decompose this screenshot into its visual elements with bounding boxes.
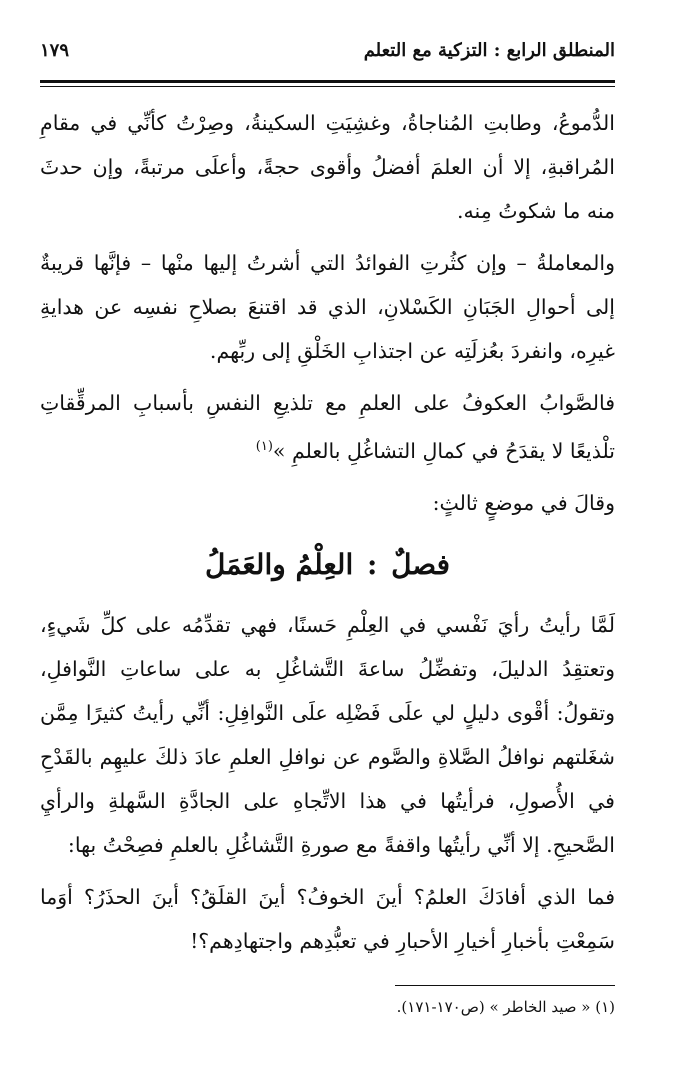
paragraph bbox=[40, 381, 615, 473]
section-label: فصلٌ bbox=[391, 547, 450, 581]
header-rule-thin bbox=[40, 86, 615, 87]
paragraph: الدُّموعُ، وطابتِ المُناجاةُ، وغشِيَتِ السكينةُ، وصِرْتُ كأنِّي في مقامِ المُراقبةِ، إلا أن العلمَ أفضلُ وأقوى حجةً، وأعلَى مرتبةً، وإن حدثَ منه ما شكوتُ مِنه. bbox=[40, 111, 615, 223]
page-number: ١٧٩ bbox=[40, 40, 70, 61]
section-heading bbox=[40, 543, 615, 587]
section-separator: : bbox=[366, 547, 378, 581]
chapter-title: المنطلق الرابع : التزكية مع التعلم bbox=[363, 40, 615, 61]
page bbox=[40, 40, 615, 1018]
paragraph: لَمَّا رأيتُ رأيَ نَفْسي في العِلْمِ حَسنًا، فهي تقدِّمُه على كلِّ شَيءٍ، وتعتقِدُ الدليلَ، وتفضِّلُ ساعةَ التَّشاغُلِ به على ساعاتِ النَّوافلِ، وتقولُ: أقْوى دليلٍ لي علَى فَضْلِه علَى النَّوافِلِ: أنِّي رأيتُ كثيرًا مِمَّن شغَلتهم نوافلُ الصَّلاةِ والصَّوم عن نوافلِ العلمِ عادَ ذلكَ عليهِم بالقَدْحِ في الأُصولِ، فرأيتُها في هذا الاتِّجاهِ على الجادَّةِ السَّهلةِ والرأيِ الصَّحيحِ. إلا أنِّي رأيتُها واقفةً مع صورةِ التَّشاغُلِ بالعلمِ فصِحْتُ بها: bbox=[40, 612, 615, 857]
section-title: العِلْمُ والعَمَلُ bbox=[205, 547, 354, 581]
paragraph: والمعاملةُ – وإن كثُرتِ الفوائدُ التي أشرتُ إليها منْها – فإنَّها قريبةٌ إلى أحوالِ الجَبَانِ الكَسْلانِ، الذي قد اقتنعَ بصلاحِ نفسِه عن هدايةِ غيرِه، وانفردَ بعُزلَتِه عن اجتذابِ الخَلْقِ إلى ربِّهم. bbox=[40, 251, 615, 363]
footnote-rule bbox=[395, 985, 615, 986]
header-rule-thick bbox=[40, 80, 615, 83]
footnote: (١) « صيد الخاطر » (ص١٧٠-١٧١). bbox=[396, 997, 615, 1016]
paragraph: وقالَ في موضعٍ ثالثٍ: bbox=[432, 490, 615, 515]
running-head bbox=[40, 40, 615, 74]
footnote-reference: (١) bbox=[255, 439, 273, 454]
paragraph-text: فالصَّوابُ العكوفُ على العلمِ مع تلذيعِ النفسِ بأسبابِ المرقِّقاتِ تلْذيعًا لا يقدَحُ في كمالِ التشاغُلِ بالعلمِ » bbox=[40, 391, 615, 463]
body-text bbox=[40, 101, 615, 963]
paragraph: فما الذي أفادَكَ العلمُ؟ أينَ الخوفُ؟ أينَ القلَقُ؟ أينَ الحذَرُ؟ أوَما سَمِعْتِ بأخبارِ أخيارِ الأحبارِ في تعبُّدِهم واجتهادِهم؟! bbox=[40, 884, 615, 953]
